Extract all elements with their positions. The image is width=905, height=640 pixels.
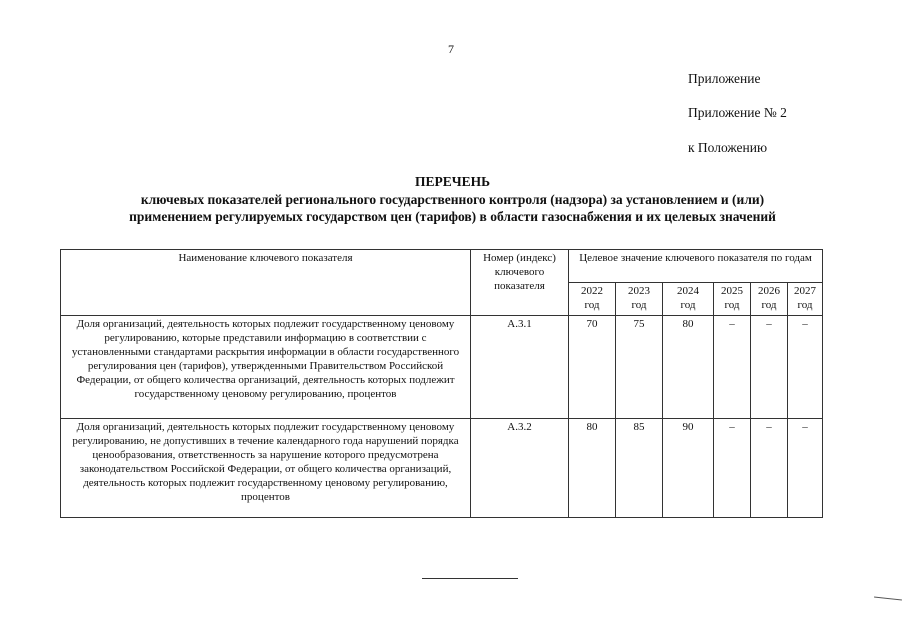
header-year-2024: 2024 год: [663, 283, 714, 316]
value-2023: 85: [616, 419, 663, 518]
value-2022: 80: [569, 419, 616, 518]
indicator-index: А.3.1: [471, 316, 569, 419]
indicator-index: А.3.2: [471, 419, 569, 518]
value-2022: 70: [569, 316, 616, 419]
separator-line: [422, 578, 518, 579]
value-2027: –: [788, 419, 823, 518]
header-indicator-name: Наименование ключевого показателя: [61, 250, 471, 316]
indicator-name: Доля организаций, деятельность которых подлежит государственному ценовому регулированию, которые представили информацию в соответствии с установленными стандартами раскрытия информации в области государственного регулирования цен (тарифов), утвержденными Правительством Российской Федерации, от общего количества организаций, деятельность которых подлежит государственному ценовому регулированию, процентов: [61, 316, 471, 419]
value-2024: 90: [663, 419, 714, 518]
table-row: [61, 419, 823, 518]
margin-mark: [874, 597, 902, 601]
value-2026: –: [751, 419, 788, 518]
header-year-2027: 2027 год: [788, 283, 823, 316]
value-2027: –: [788, 316, 823, 419]
value-2026: –: [751, 316, 788, 419]
table-row: [61, 316, 823, 419]
page-number: 7: [448, 42, 454, 56]
document-subtitle-line-2: применением регулируемых государством цен (тарифов) в области газоснабжения и их целевых значений: [129, 209, 776, 224]
appendix-line-2: Приложение № 2: [688, 105, 787, 120]
value-2025: –: [714, 316, 751, 419]
document-subtitle-line-1: ключевых показателей регионального государственного контроля (надзора) за установлением и (или): [140, 192, 765, 207]
header-year-2025: 2025 год: [714, 283, 751, 316]
value-2024: 80: [663, 316, 714, 419]
indicator-name: Доля организаций, деятельность которых подлежит государственному ценовому регулированию, не допустивших в течение календарного года нарушений порядка ценообразования, ответственность за нарушение которого предусмотрена законодательством Российской Федерации, от общего количества организаций, деятельность которых подлежит государственному ценовому регулированию, процентов: [61, 419, 471, 518]
appendix-line-1: Приложение: [688, 71, 761, 86]
header-year-2026: 2026 год: [751, 283, 788, 316]
header-indicator-index: Номер (индекс) ключевого показателя: [471, 250, 569, 316]
document-title: ПЕРЕЧЕНЬ: [414, 174, 491, 189]
value-2025: –: [714, 419, 751, 518]
appendix-line-3: к Положению: [688, 140, 768, 155]
value-2023: 75: [616, 316, 663, 419]
indicators-table: [60, 249, 823, 518]
header-year-2023: 2023 год: [616, 283, 663, 316]
header-target-values: Целевое значение ключевого показателя по годам: [569, 250, 823, 283]
header-year-2022: 2022 год: [569, 283, 616, 316]
